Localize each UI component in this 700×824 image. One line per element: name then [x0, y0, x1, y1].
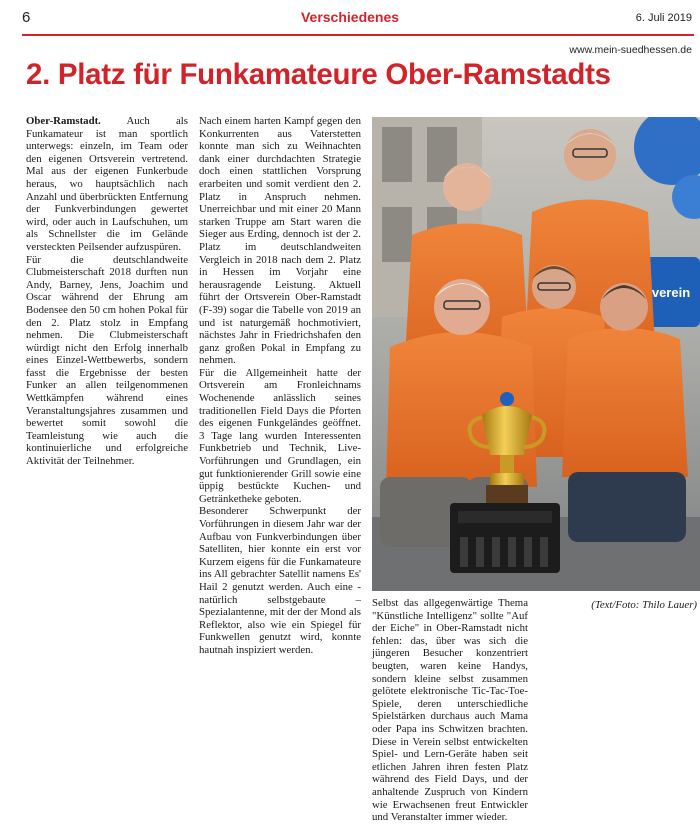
issue-date: 6. Juli 2019 — [635, 12, 692, 24]
paragraph: Für die deutschlandweite Clubmeisterschaft 2018 durften nun Andy, Barney, Jens, Joachim und Oscar während der Ehrung am Bodensee den 50 cm hohen Pokal für den 2. Platz stolz in Empfang nehmen. Die Clubmeisterschaft würdigt nicht den Erfolg innerhalb eines Einzel-Wettbewerbs, sondern fasst die Ergebnisse der besten Funker an allen teilgenommenen Wettkämpfen während eines Veranstaltungsjahres zusammen und bewertet somit sowohl die Teamleistung wie auch die kontinuierliche und erfolgreiche Aktivität der Teilnehmer. — [26, 253, 188, 468]
website-url[interactable]: www.mein-suedhessen.de — [569, 44, 692, 56]
photo-credit: (Text/Foto: Thilo Lauer) — [591, 599, 697, 611]
paragraph: Nach einem harten Kampf gegen den Konkurrenten aus Vaterstetten konnte man sich zu Weihnachten dank einer durchdachten Strategie doch einen stattlichen Vorsprung erarbeiten und somit verdient den 2. Platz in Anspruch nehmen. Unerreichbar und mit einer 20 Mann starken Truppe am Start waren die Sieger aus Erding, dennoch ist der 2. Platz im deutschlandweiten Vergleich in 2018 nach dem 2. Platz in Hessen im Vorjahr eine herausragende Leistung. Aktuell führt der Ortsverein Ober-Ramstadt (F-39) sogar die Tabelle von 2019 an und ist naturgemäß hochmotiviert, nächstes Jahr in Friedrichshafen den ganz großen Pokal in Empfang zu nehmen. — [199, 115, 361, 367]
article-column-4 — [539, 597, 697, 612]
window — [382, 127, 412, 182]
dateline: Ober-Ramstadt. — [26, 115, 101, 127]
article-column-2 — [199, 115, 361, 657]
team-photo — [372, 117, 700, 591]
banner-text: verein — [651, 285, 691, 300]
window — [382, 207, 412, 262]
paragraph: Besonderer Schwerpunkt der Vorführungen in diesem Jahr war der Aufbau von Funkverbindungen über Satelliten, hier konnte ein erst vor Kurzem eigens für die Funkamateure ins All gebrachter Satellit namens Es' Hail 2 genutzt werden. Auch eine - natürlich selbstgebaute – Spezialantenne, mit der der Mond als Reflektor, also wie ein Spiegel für Funkwellen genutzt wird, konnte hautnah inspiziert werden. — [199, 505, 361, 656]
article-column-3 — [372, 597, 528, 824]
article-column-1 — [26, 115, 188, 468]
page-number: 6 — [22, 9, 31, 26]
header-rule — [22, 34, 694, 36]
paragraph-text: Auch als Funkamateur ist man sportlich unterwegs: einzeln, im Team oder den eigenen Ortsverein vertretend. Mal aus der eigenen Funkerbude heraus, wo hauptsächlich nach Anzahl und überbrückten Entfernung der Funkverbindungen gewertet wird, oder auch in Laufschuhen, um als Schnellster die im Gelände versteckten Peilsender aufzuspüren. — [26, 115, 188, 253]
paragraph: Für die Allgemeinheit hatte der Ortsverein am Fronleichnams Wochenende anlässlich seines traditionellen Field Days die Pforten des eigenen Funkgeländes geöffnet. 3 Tage lang wurden Interessenten Funkbetrieb und Technik, Live-Vorführungen und Grundlagen, ein gut funktionierender Grill sowie eine üppig bestückte Kuchen- und Getränketheke geboten. — [199, 366, 361, 505]
beverage-crate — [450, 503, 560, 573]
paragraph — [26, 115, 188, 254]
article-headline: 2. Platz für Funkamateure Ober-Ramstadts — [26, 58, 611, 91]
section-title: Verschiedenes — [300, 9, 400, 25]
paragraph: Selbst das allgegenwärtige Thema "Künstliche Intelligenz" sollte "Auf der Eiche" in Ober-Ramstadt nicht fehlen: das, über was sich die jüngeren Besucher konzentriert beugten, waren keine Handys, sondern kleine selbst zusammen gelötete elektronische Tic-Tac-Toe-Spiele, deren unterschiedliche Spielstärken durchaus auch Mama oder Papa ins Schwitzen brachten. Diese in Verein selbst entwickelten Spiel- und Lern-Geräte haben seit etlichen Jahren ihren festen Platz während des Field Days, und der anhaltende Zuspruch von Kindern wie Erwachsenen freut Entwickler und Veranstalter immer wieder. — [372, 597, 528, 824]
